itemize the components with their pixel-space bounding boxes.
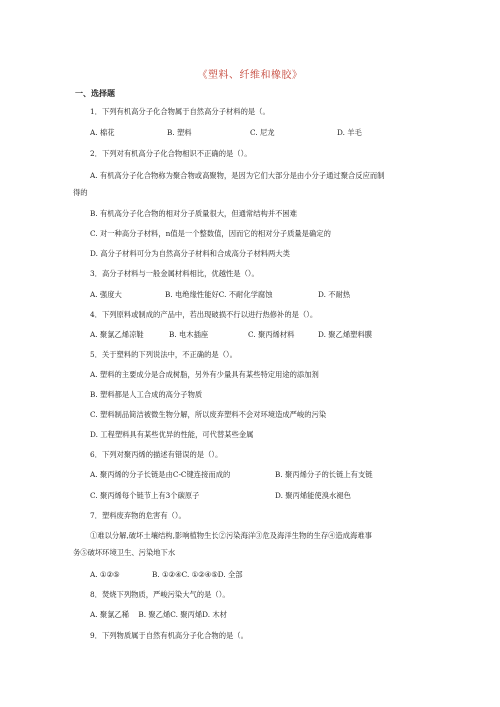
- q7-option-a: A. ①②⑤: [90, 570, 120, 579]
- q2-option-a-line2: 得的: [73, 188, 88, 197]
- question-3-options: [90, 290, 350, 300]
- q2-option-c: C. 对一种高分子材料，n值是一个整数值，因而它的相对分子质量是确定的: [90, 229, 331, 238]
- q5-option-d: D. 工程塑料具有某些优异的性能，可代替某些金属: [90, 430, 254, 439]
- question-6-options-row2: [90, 491, 351, 501]
- q6-option-b: B. 聚丙烯分子的长链上有支链: [275, 470, 373, 479]
- q5-option-a: A. 塑料的主要成分是合成树脂，另外有少量具有某些特定用途的添加剂: [90, 370, 319, 379]
- q6-option-c: C. 聚丙烯每个链节上有3个碳原子: [90, 491, 200, 500]
- q5-option-b: B. 塑料都是人工合成的高分子物质: [90, 390, 203, 399]
- question-7-stem: 7．塑料废弃物的危害有（）。: [90, 511, 186, 520]
- q4-option-c: C. 聚丙烯材料: [248, 330, 295, 339]
- q2-option-d: D. 高分子材料可分为自然高分子材料和合成高分子材料两大类: [90, 249, 290, 258]
- q6-option-a: A. 聚丙烯的分子长链是由C-C键连接而成的: [90, 470, 231, 479]
- question-1-options: [90, 128, 420, 138]
- question-8-options: A. 聚氯乙稀 B. 聚乙烯C. 聚丙烯D. 木材: [90, 610, 227, 619]
- q7-option-bcd: B. ①②④C. ①②④⑤D. 全部: [152, 570, 243, 579]
- q1-option-d: D. 羊毛: [337, 128, 362, 137]
- q5-option-c: C. 塑料制品简洁被微生物分解，所以废弃塑料不会对环境造成严峻的污染: [90, 410, 327, 419]
- q6-option-d: D. 聚丙烯能使溴水褪色: [275, 491, 351, 500]
- question-6-stem: 6．下列对聚丙烯的描述有错误的是（）。: [90, 450, 223, 459]
- question-2-stem: 2．下列对有机高分子化合物相识不正确的是（）。: [90, 149, 252, 158]
- q4-option-a: A. 聚氯乙烯凉鞋: [90, 330, 144, 339]
- q4-option-d: D. 聚乙烯塑料膜: [318, 330, 373, 339]
- question-4-stem: 4．下列原料或制成的产品中，若出现破损不行以进行热修补的是（）。: [90, 310, 318, 319]
- question-1-stem: 1．下列有机高分子化合物属于自然高分子材料的是（。: [90, 107, 270, 116]
- q1-option-c: C. 尼龙: [250, 128, 275, 137]
- q7-statement-line2: 务⑤破坏环境卫生、污染地下水: [73, 548, 176, 557]
- question-5-stem: 5．关于塑料的下列说法中，不正确的是（）。: [90, 350, 237, 359]
- q2-option-a-line1: A. 有机高分子化合物称为聚合物或高聚物，是因为它们大部分是由小分子通过聚合反应而制: [90, 171, 385, 180]
- q1-option-b: B. 塑料: [167, 128, 192, 137]
- q3-option-a: A. 强度大: [90, 290, 122, 299]
- question-9-stem: 9．下列物质属于自然有机高分子化合物的是（。: [90, 631, 248, 640]
- q3-option-d: D. 不耐热: [318, 290, 351, 299]
- q1-option-a: A. 棉花: [90, 128, 115, 137]
- question-7-options: [90, 570, 243, 580]
- section-heading: 一、选择题: [75, 89, 115, 98]
- q7-statement-line1: ①难以分解,破坏土壤结构,影响植物生长②污染海洋③危及海洋生物的生存④造成海难事: [90, 531, 372, 540]
- document-title: 《塑料、纤维和橡胶》: [197, 70, 303, 81]
- question-6-options-row1: [90, 470, 373, 480]
- question-4-options: [90, 330, 372, 340]
- q4-option-b: B. 电木插座: [169, 330, 209, 339]
- question-3-stem: 3．高分子材料与一般金属材料相比，优越性是（）。: [90, 269, 259, 278]
- question-8-stem: 8．焚烧下列物质，严峻污染大气的是（）。: [90, 590, 230, 599]
- q3-option-bc: B. 电绝缘性能好C. 不耐化学腐蚀: [165, 290, 273, 299]
- q2-option-b: B. 有机高分子化合物的相对分子质量很大，但通常结构并不困难: [90, 209, 298, 218]
